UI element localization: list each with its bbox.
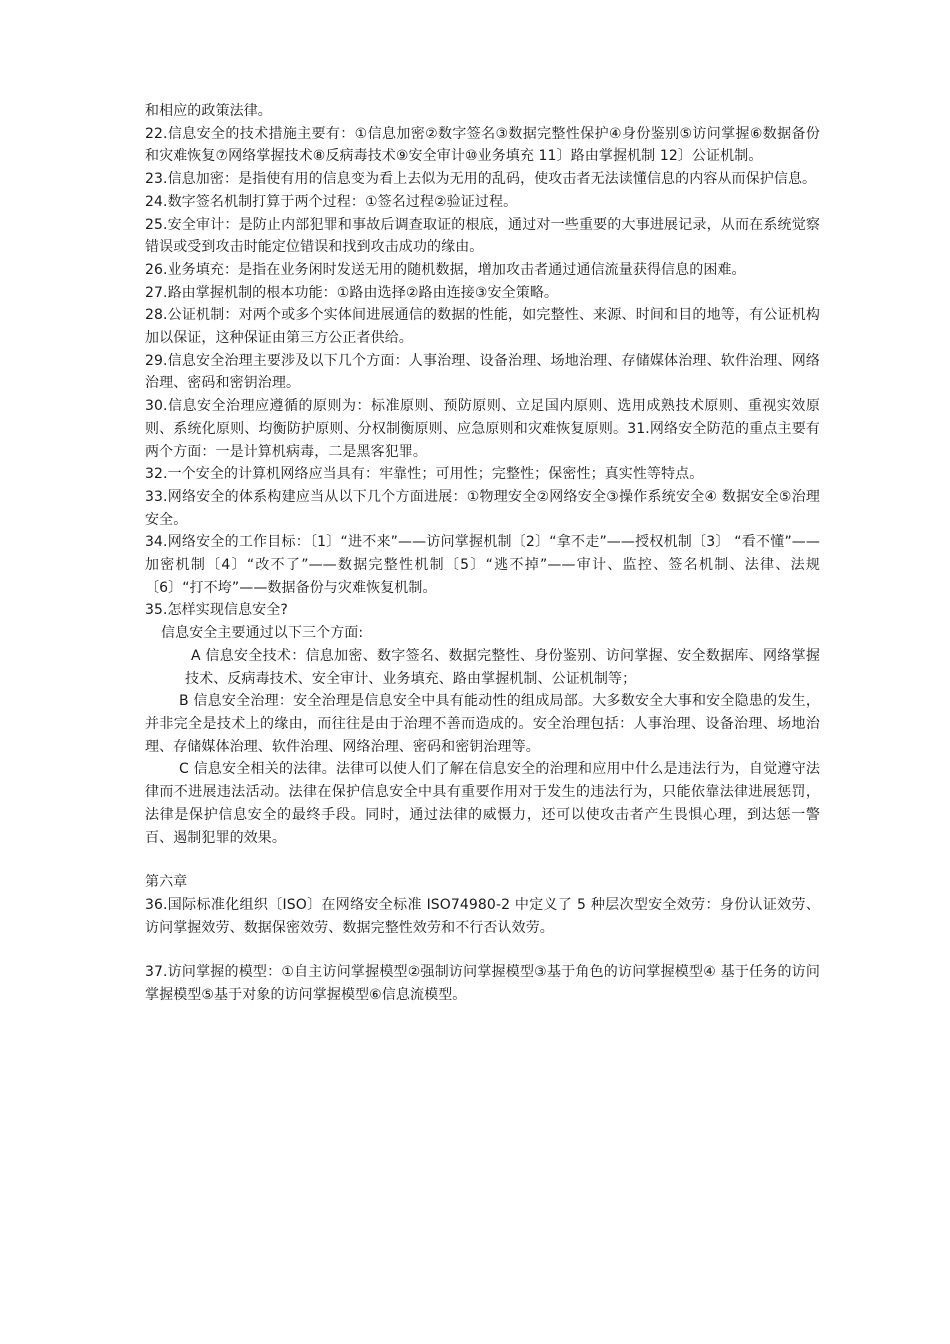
paragraph-22: 22.信息安全的技术措施主要有：①信息加密②数字签名③数据完整性保护④身份鉴别⑤访问掌握⑥数据备份和灾难恢复⑦网络掌握技术⑧反病毒技术⑨安全审计⑩业务填充 11〕路由掌握机制 12〕公证机制。 xyxy=(145,125,820,165)
spacer xyxy=(145,849,820,871)
paragraph-27: 27.路由掌握机制的根本功能：①路由选择②路由连接③安全策略。 xyxy=(145,284,559,301)
spacer xyxy=(145,939,820,961)
paragraph-35: 35.怎样实现信息安全? xyxy=(145,602,288,619)
paragraph-23: 23.信息加密：是指使有用的信息变为看上去似为无用的乱码，使攻击者无法读懂信息的内容从而保护信息。 xyxy=(145,171,817,188)
chapter-heading: 第六章 xyxy=(145,874,188,891)
paragraph-0: 和相应的政策法律。 xyxy=(145,103,272,119)
paragraph-26: 26.业务填充：是指在业务闲时发送无用的随机数据，增加攻击者通过通信流量获得信息的困难。 xyxy=(145,261,746,278)
paragraph-32: 32.一个安全的计算机网络应当具有：牢靠性；可用性；完整性；保密性；真实性等特点。 xyxy=(145,466,704,483)
paragraph-35-intro: 信息安全主要通过以下三个方面: xyxy=(161,625,364,642)
paragraph-35-b: B 信息安全治理：安全治理是信息安全中具有能动性的组成局部。大多数安全大事和安全隐患的发生，并非完全是技术上的缘由，而往往是由于治理不善而造成的。安全治理包括：人事治理、设备治理、场地治理、存储媒体治理、软件治理、网络治理、密码和密钥治理等。 xyxy=(145,693,820,755)
paragraph-35-a: A 信息安全技术：信息加密、数字签名、数据完整性、身份鉴别、访问掌握、安全数据库、网络掌握技术、反病毒技术、安全审计、业务填充、路由掌握机制、公证机制等； xyxy=(185,647,820,687)
paragraph-28: 28.公证机制：对两个或多个实体间进展通信的数据的性能，如完整性、来源、时间和目的地等，有公证机构加以保证，这种保证由第三方公正者供给。 xyxy=(145,307,820,347)
paragraph-29: 29.信息安全治理主要涉及以下几个方面：人事治理、设备治理、场地治理、存储媒体治理、软件治理、网络治理、密码和密钥治理。 xyxy=(145,352,820,392)
paragraph-34: 34.网络安全的工作目标：〔1〕“进不来”——访问掌握机制〔2〕“拿不走”——授权机制〔3〕 “看不懂”——加密机制〔4〕“改不了”——数据完整性机制〔5〕“逃不掉”——审计、监控、签名机制、法律、法规〔6〕“打不垮”——数据备份与灾难恢复机制。 xyxy=(145,534,820,596)
paragraph-37: 37.访问掌握的模型：①自主访问掌握模型②强制访问掌握模型③基于角色的访问掌握模型④ 基于任务的访问掌握模型⑤基于对象的访问掌握模型⑥信息流模型。 xyxy=(145,964,820,1004)
paragraph-35-c: C 信息安全相关的法律。法律可以使人们了解在信息安全的治理和应用中什么是违法行为，自觉遵守法律而不进展违法活动。法律在保护信息安全中具有重要作用对于发生的违法行为，只能依靠法律进展惩罚，法律是保护信息安全的最终手段。同时，通过法律的威慑力，还可以使攻击者产生畏惧心理，到达惩一警百、遏制犯罪的效果。 xyxy=(145,761,820,846)
document-page xyxy=(145,100,820,1007)
paragraph-36: 36.国际标准化组织〔ISO〕在网络安全标准 ISO74980-2 中定义了 5 种层次型安全效劳：身份认证效劳、访问掌握效劳、数据保密效劳、数据完整性效劳和不行否认效劳。 xyxy=(145,896,820,936)
paragraph-30: 30.信息安全治理应遵循的原则为：标准原则、预防原则、立足国内原则、选用成熟技术原则、重视实效原则、系统化原则、均衡防护原则、分权制衡原则、应急原则和灾难恢复原则。31.网络安全防范的重点主要有两个方面：一是计算机病毒，二是黑客犯罪。 xyxy=(145,398,820,460)
paragraph-25: 25.安全审计：是防止内部犯罪和事故后调查取证的根底，通过对一些重要的大事进展记录，从而在系统觉察错误或受到攻击时能定位错误和找到攻击成功的缘由。 xyxy=(145,216,820,256)
paragraph-33: 33.网络安全的体系构建应当从以下几个方面进展：①物理安全②网络安全③操作系统安全④ 数据安全⑤治理安全。 xyxy=(145,488,820,528)
paragraph-24: 24.数字签名机制打算于两个过程：①签名过程②验证过程。 xyxy=(145,193,518,210)
